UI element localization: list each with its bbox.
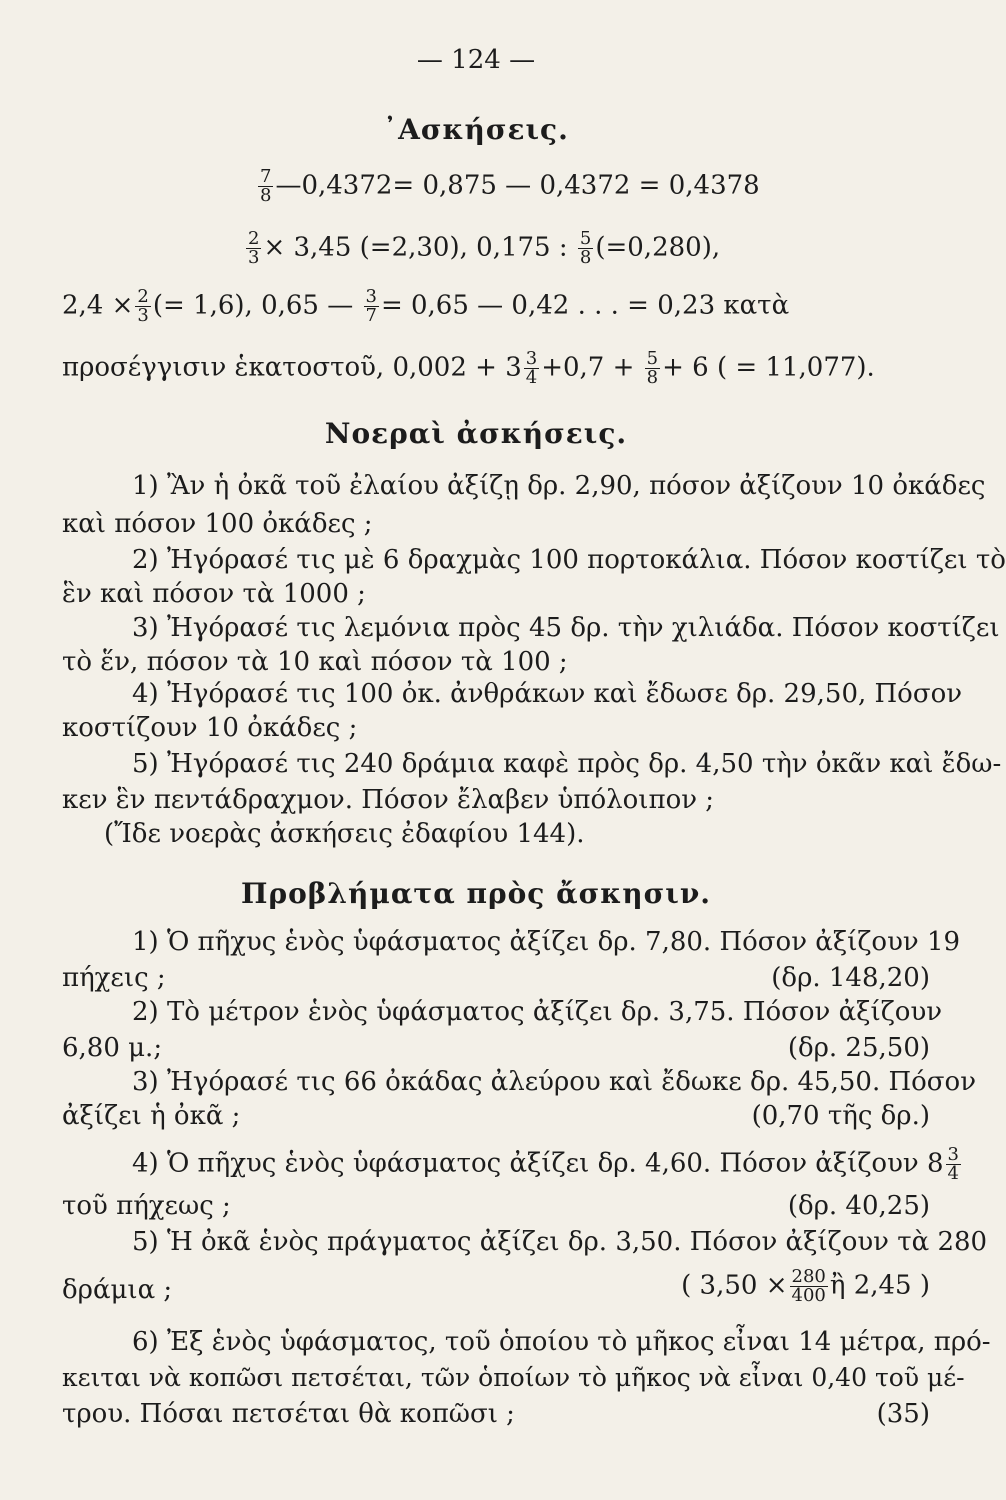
problem-3-line: ἀξίζει ἡ ὀκᾶ ; (0,70 τῆς δρ.) [62,1101,930,1131]
mental-exercise-line: 5) Ἠγόρασέ τις 240 δράμια καφὲ πρὸς δρ. 4,50 τὴν ὀκᾶν καὶ ἔδω- [132,749,1002,779]
mental-exercise-line: κεν ἓν πεντάδραχμον. Πόσον ἔλαβεν ὑπόλοιπον ; [62,785,715,815]
mental-exercise-line: 4) Ἠγόρασέ τις 100 ὀκ. ἀνθράκων καὶ ἔδωσε δρ. 29,50, Πόσον [132,679,963,709]
fraction: $\frac{2}{3}$ [248,228,260,268]
problem-1-line: πήχεις ; (δρ. 148,20) [62,963,930,993]
mental-exercise-line: 1) Ἂν ἡ ὀκᾶ τοῦ ἐλαίου ἀξίζῃ δρ. 2,90, πόσον ἀξίζουν 10 ὀκάδες [132,471,986,501]
problem-6-line: 6) Ἐξ ἑνὸς ὑφάσματος, τοῦ ὁποίου τὸ μῆκος εἶναι 14 μέτρα, πρό- [132,1327,991,1357]
problem-1-answer: (δρ. 148,20) [771,963,930,993]
mental-exercise-line: 2) Ἠγόρασέ τις μὲ 6 δραχμὰς 100 πορτοκάλια. Πόσον κοστίζει τὸ [132,545,1006,575]
section-title-mental-exercises: Νοεραὶ ἀσκήσεις. [324,417,628,450]
problem-5-line: δράμια ; ( 3,50 × $\frac{280}{400}$ ἢ 2,45 ) [62,1266,930,1306]
mental-exercise-line: κοστίζουν 10 ὀκάδες ; [62,713,358,743]
problem-2-line: 2) Τὸ μέτρον ἑνὸς ὑφάσματος ἀξίζει δρ. 3,75. Πόσον ἀξίζουν [132,997,943,1027]
problem-6-line: κειται νὰ κοπῶσι πετσέται, τῶν ὁποίων τὸ μῆκος νὰ εἶναι 0,40 τοῦ μέ- [62,1363,965,1392]
fraction: $\frac{2}{3}$ [137,286,149,326]
problem-5-line: 5) Ἡ ὀκᾶ ἑνὸς πράγματος ἀξίζει δρ. 3,50. Πόσον ἀξίζουν τὰ 280 [132,1227,988,1257]
worked-line-3: 2,4 × $\frac{2}{3}$ (= 1,6), 0,65 — $\frac{3}{7}$ = 0,65 — 0,42 . . . = 0,23 κατὰ [62,286,790,326]
worked-line-4: προσέγγισιν ἑκατοστοῦ, 0,002 + 3 $\frac{3}{4}$ +0,7 + $\frac{5}{8}$ + 6 ( = 11,077). [62,348,875,388]
worked-line-1: $\frac{7}{8}$ —0,4372= 0,875 — 0,4372 = 0,4378 [260,166,760,206]
problem-1-line: 1) Ὁ πῆχυς ἑνὸς ὑφάσματος ἀξίζει δρ. 7,80. Πόσον ἀξίζουν 19 [132,927,961,957]
fraction: $\frac{5}{8}$ [579,228,592,268]
fraction: $\frac{7}{8}$ [260,166,272,206]
problem-4-answer: (δρ. 40,25) [787,1191,930,1221]
problem-6-answer: (35) [876,1399,930,1429]
problem-2-line: 6,80 μ.; (δρ. 25,50) [62,1033,930,1063]
mental-exercise-reference: (Ἴδε νοερὰς ἀσκήσεις ἐδαφίου 144). [104,819,585,849]
fraction: $\frac{280}{400}$ [791,1266,826,1306]
problem-3-line: 3) Ἠγόρασέ τις 66 ὀκάδας ἀλεύρου καὶ ἔδωκε δρ. 45,50. Πόσον [132,1067,977,1097]
problem-4-line: τοῦ πήχεως ; (δρ. 40,25) [62,1191,930,1221]
problem-5-answer: ( 3,50 × $\frac{280}{400}$ ἢ 2,45 ) [681,1266,930,1306]
problem-6-line: τρου. Πόσαι πετσέται θὰ κοπῶσι ; (35) [62,1399,930,1429]
fraction: $\frac{5}{8}$ [646,348,659,388]
page-number: — 124 — [416,45,536,75]
section-title-exercises: ᾿Ασκήσεις. [383,113,569,146]
problem-3-answer: (0,70 τῆς δρ.) [751,1101,930,1131]
fraction: $\frac{3}{4}$ [525,348,538,388]
worked-line-2: $\frac{2}{3}$ × 3,45 (=2,30), 0,175 : $\frac{5}{8}$ (=0,280), [248,228,721,268]
mental-exercise-line: τὸ ἕν, πόσον τὰ 10 καὶ πόσον τὰ 100 ; [62,647,568,677]
mental-exercise-line: καὶ πόσον 100 ὀκάδες ; [62,509,373,539]
fraction: $\frac{3}{4}$ [947,1144,959,1184]
mental-exercise-line: ἓν καὶ πόσον τὰ 1000 ; [62,579,366,609]
problem-2-answer: (δρ. 25,50) [787,1033,930,1063]
problem-4-line: 4) Ὁ πῆχυς ἑνὸς ὑφάσματος ἀξίζει δρ. 4,60. Πόσον ἀξίζουν 8 $\frac{3}{4}$ [132,1144,959,1184]
fraction: $\frac{3}{7}$ [365,286,377,326]
section-title-problems: Προβλήματα πρὸς ἄσκησιν. [241,877,711,910]
mental-exercise-line: 3) Ἠγόρασέ τις λεμόνια πρὸς 45 δρ. τὴν χιλιάδα. Πόσον κοστίζει [132,613,1000,643]
